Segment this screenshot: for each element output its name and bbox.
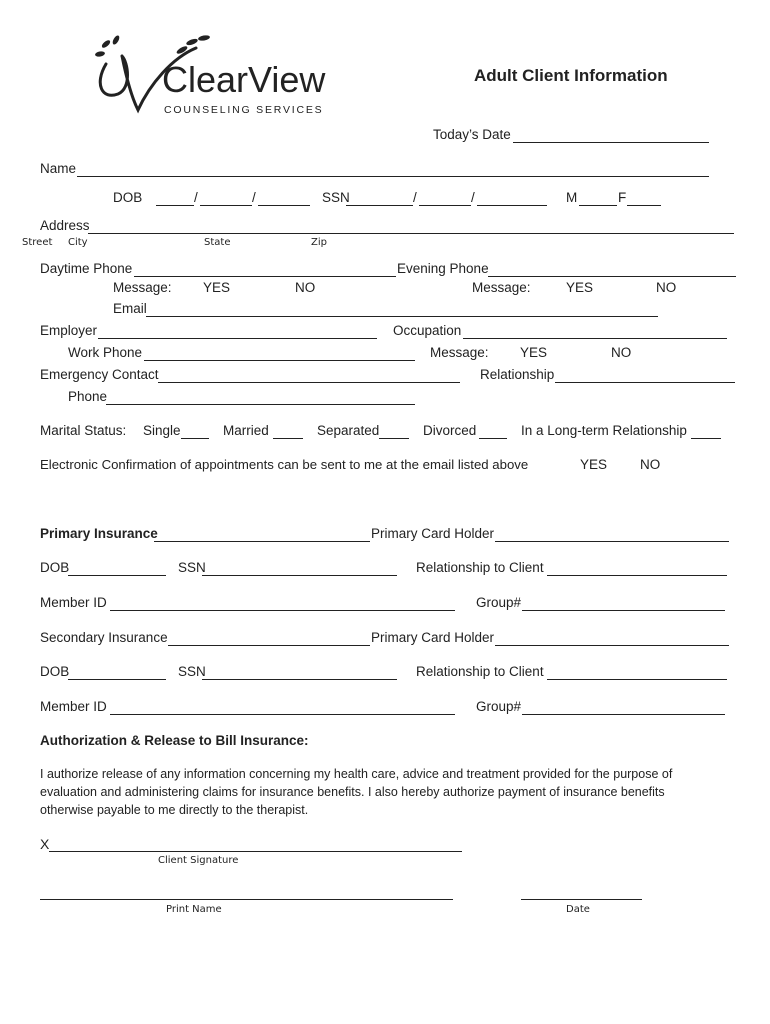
city-sublabel: City: [68, 237, 88, 248]
primary-card-holder-field[interactable]: [495, 541, 729, 542]
secondary-relationship-field[interactable]: [547, 679, 727, 680]
daytime-message-no[interactable]: NO: [295, 280, 316, 295]
secondary-member-id-label: Member ID: [40, 699, 107, 714]
dob-month-field[interactable]: [156, 205, 194, 206]
secondary-ssn-field[interactable]: [202, 679, 397, 680]
print-name-label: Print Name: [166, 904, 222, 915]
secondary-dob-field[interactable]: [68, 679, 166, 680]
male-label: M: [566, 190, 578, 205]
primary-insurance-field[interactable]: [154, 541, 370, 542]
primary-member-id-field[interactable]: [110, 610, 455, 611]
ssn-label: SSN: [322, 190, 350, 205]
secondary-member-id-field[interactable]: [110, 714, 455, 715]
long-term-option: In a Long-term Relationship: [521, 423, 687, 438]
secondary-insurance-label: Secondary Insurance: [40, 630, 168, 645]
logo-subtitle: COUNSELING SERVICES: [164, 104, 324, 116]
primary-group-field[interactable]: [522, 610, 725, 611]
daytime-message-yes[interactable]: YES: [203, 280, 231, 295]
employer-label: Employer: [40, 323, 98, 338]
primary-relationship-label: Relationship to Client: [416, 560, 544, 575]
state-sublabel: State: [204, 237, 231, 248]
ssn-part3-field[interactable]: [477, 205, 547, 206]
client-signature-label: Client Signature: [158, 855, 239, 866]
secondary-card-holder-field[interactable]: [495, 645, 729, 646]
female-field[interactable]: [627, 205, 661, 206]
name-label: Name: [40, 161, 77, 176]
daytime-phone-label: Daytime Phone: [40, 261, 133, 276]
employer-field[interactable]: [98, 338, 377, 339]
relationship-label: Relationship: [480, 367, 555, 382]
occupation-label: Occupation: [393, 323, 462, 338]
primary-ssn-label: SSN: [178, 560, 206, 575]
married-option: Married: [223, 423, 269, 438]
email-field[interactable]: [146, 316, 658, 317]
name-field[interactable]: [77, 176, 709, 177]
evening-phone-field[interactable]: [488, 276, 736, 277]
confirmation-no[interactable]: NO: [640, 457, 661, 472]
form-title: Adult Client Information: [474, 66, 668, 85]
primary-dob-label: DOB: [40, 560, 70, 575]
divorced-field[interactable]: [479, 438, 507, 439]
todays-date-label: Today’s Date: [433, 127, 511, 142]
daytime-message-label: Message:: [113, 280, 172, 295]
street-sublabel: Street: [22, 237, 53, 248]
authorization-heading: Authorization & Release to Bill Insurance:: [40, 733, 309, 748]
signature-x: X: [40, 836, 50, 852]
emergency-contact-field[interactable]: [158, 382, 460, 383]
secondary-group-field[interactable]: [522, 714, 725, 715]
separated-field[interactable]: [379, 438, 409, 439]
secondary-insurance-field[interactable]: [168, 645, 370, 646]
electronic-confirmation-text: Electronic Confirmation of appointments can be sent to me at the email listed above: [40, 457, 529, 472]
evening-message-no[interactable]: NO: [656, 280, 677, 295]
primary-member-id-label: Member ID: [40, 595, 107, 610]
work-phone-label: Work Phone: [68, 345, 143, 360]
secondary-relationship-label: Relationship to Client: [416, 664, 544, 679]
married-field[interactable]: [273, 438, 303, 439]
emergency-phone-field[interactable]: [106, 404, 415, 405]
evening-phone-label: Evening Phone: [397, 261, 489, 276]
relationship-field[interactable]: [555, 382, 735, 383]
primary-group-label: Group#: [476, 595, 522, 610]
occupation-field[interactable]: [463, 338, 727, 339]
male-field[interactable]: [579, 205, 617, 206]
secondary-card-holder-label: Primary Card Holder: [371, 630, 495, 645]
work-message-no[interactable]: NO: [611, 345, 632, 360]
confirmation-yes[interactable]: YES: [580, 457, 608, 472]
emergency-contact-label: Emergency Contact: [40, 367, 159, 382]
marital-status-label: Marital Status:: [40, 423, 127, 438]
primary-card-holder-label: Primary Card Holder: [371, 526, 495, 541]
secondary-ssn-label: SSN: [178, 664, 206, 679]
address-label: Address: [40, 218, 90, 233]
long-term-field[interactable]: [691, 438, 721, 439]
work-message-yes[interactable]: YES: [520, 345, 548, 360]
separated-option: Separated: [317, 423, 380, 438]
ssn-part2-field[interactable]: [419, 205, 471, 206]
evening-message-yes[interactable]: YES: [566, 280, 594, 295]
dob-day-field[interactable]: [200, 205, 252, 206]
dob-label: DOB: [113, 190, 143, 205]
email-label: Email: [113, 301, 147, 316]
single-field[interactable]: [181, 438, 209, 439]
work-phone-field[interactable]: [144, 360, 415, 361]
zip-sublabel: Zip: [311, 237, 327, 248]
emergency-phone-label: Phone: [68, 389, 108, 404]
ssn-part1-field[interactable]: [346, 205, 413, 206]
primary-relationship-field[interactable]: [547, 575, 727, 576]
dob-year-field[interactable]: [258, 205, 310, 206]
date-field[interactable]: [521, 899, 642, 900]
todays-date-field[interactable]: [513, 142, 709, 143]
primary-insurance-label: Primary Insurance: [40, 526, 158, 541]
divorced-option: Divorced: [423, 423, 477, 438]
female-label: F: [618, 190, 627, 205]
address-field[interactable]: [88, 233, 734, 234]
secondary-dob-label: DOB: [40, 664, 70, 679]
client-signature-field[interactable]: [49, 851, 462, 852]
single-option: Single: [143, 423, 181, 438]
authorization-text: I authorize release of any information concerning my health care, advice and treatment provided for the purpose of evaluation and administering claims for insurance benefits. I also hereby authorize payment of insurance benefits otherwise payable to me directly to the therapist.: [40, 767, 673, 817]
clearview-logo: [92, 34, 332, 120]
primary-dob-field[interactable]: [68, 575, 166, 576]
primary-ssn-field[interactable]: [202, 575, 397, 576]
evening-message-label: Message:: [472, 280, 531, 295]
logo-brand: ClearView: [162, 59, 326, 100]
daytime-phone-field[interactable]: [134, 276, 396, 277]
print-name-field[interactable]: [40, 899, 453, 900]
date-label: Date: [566, 904, 590, 915]
secondary-group-label: Group#: [476, 699, 522, 714]
work-message-label: Message:: [430, 345, 489, 360]
